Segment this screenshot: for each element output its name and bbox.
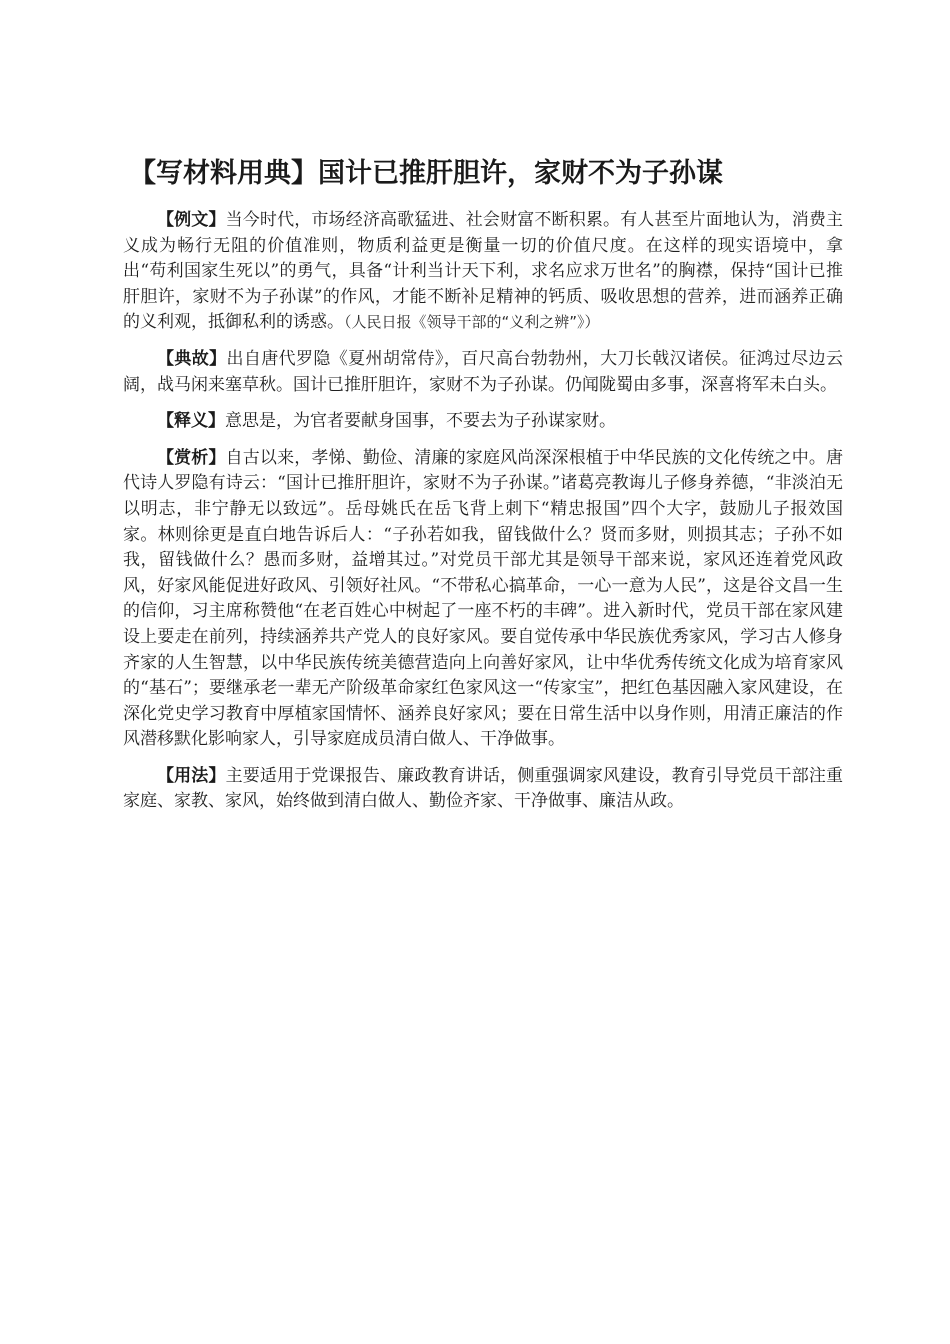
section-text-meaning: 意思是，为官者要献身国事，不要去为子孙谋家财。 — [225, 411, 616, 432]
page-title: 【写材料用典】国计已推肝胆许，家财不为子孙谋 — [129, 158, 723, 189]
section-label-allusion: 【典故】 — [157, 348, 227, 369]
example-source-citation: （人民日报《领导干部的“义利之辨”》） — [344, 313, 600, 332]
section-label-example: 【例文】 — [157, 210, 226, 230]
section-label-usage: 【用法】 — [157, 765, 226, 786]
section-example — [123, 208, 843, 336]
document-body — [123, 152, 843, 826]
section-label-appreciation: 【赏析】 — [157, 447, 226, 468]
section-appreciation — [123, 446, 843, 753]
section-allusion — [123, 347, 843, 398]
section-text-allusion: 出自唐代罗隐《夏州胡常侍》，百尺高台勃勃州，大刀长戟汉诸侯。征鸿过尽边云阔，战马闲来塞草秋。国计已推肝胆许，家财不为子孙谋。仍闻陇蜀由多事，深喜将军未白头。 — [123, 348, 844, 395]
section-meaning — [123, 409, 843, 435]
section-usage — [123, 764, 843, 815]
section-label-meaning: 【释义】 — [157, 411, 225, 432]
section-text-usage: 主要适用于党课报告、廉政教育讲话，侧重强调家风建设，教育引导党员干部注重家庭、家教、家风，始终做到清白做人、勤俭齐家、干净做事、廉洁从政。 — [123, 765, 844, 812]
section-text-example: 当今时代，市场经济高歌猛进、社会财富不断积累。有人甚至片面地认为，消费主义成为畅行无阻的价值准则，物质利益更是衡量一切的价值尺度。在这样的现实语境中，拿出“苟利国家生死以”的勇气，具备“计利当计天下利，求名应求万世名”的胸襟，保持“国计已推肝胆许，家财不为子孙谋”的作风，才能不断补足精神的钙质、吸收思想的营养，进而涵养正确的义利观，抵御私利的诱惑。 — [123, 210, 844, 333]
section-text-appreciation: 自古以来，孝悌、勤俭、清廉的家庭风尚深深根植于中华民族的文化传统之中。唐代诗人罗隐有诗云：“国计已推肝胆许，家财不为子孙谋。”诸葛亮教诲儿子修身养德，“非淡泊无以明志，非宁静无以致远”。岳母姚氏在岳飞背上刺下“精忠报国”四个大字，鼓励儿子报效国家。林则徐更是直白地告诉后人：“子孙若如我，留钱做什么？贤而多财，则损其志；子孙不如我，留钱做什么？愚而多财，益增其过。”对党员干部尤其是领导干部来说，家风还连着党风政风，好家风能促进好政风、引领好社风。“不带私心搞革命，一心一意为人民”，这是谷文昌一生的信仰，习主席称赞他“在老百姓心中树起了一座不朽的丰碑”。进入新时代，党员干部在家风建设上要走在前列，持续涵养共产党人的良好家风。要自觉传承中华民族优秀家风，学习古人修身齐家的人生智慧，以中华民族传统美德营造向上向善好家风，让中华优秀传统文化成为培育家风的“基石”；要继承老一辈无产阶级革命家红色家风这一“传家宝”，把红色基因融入家风建设，在深化党史学习教育中厚植家国情怀、涵养良好家风；要在日常生活中以身作则，用清正廉洁的作风潜移默化影响家人，引导家庭成员清白做人、干净做事。 — [123, 447, 844, 750]
